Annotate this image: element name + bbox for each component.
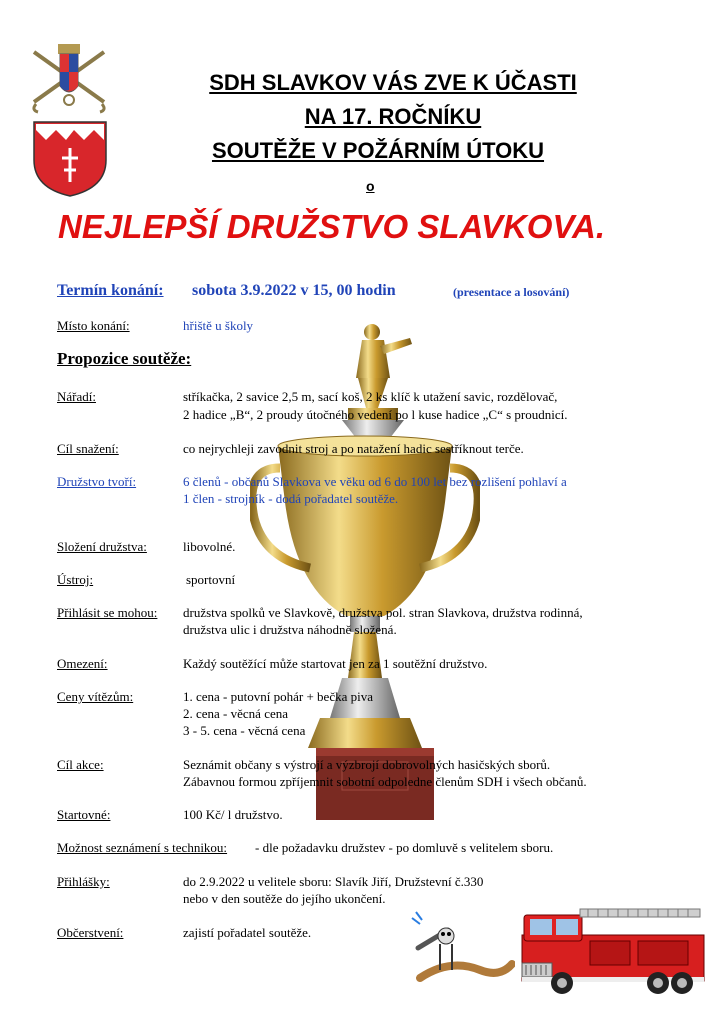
ceny-line-2: 2. cena - věcná cena: [183, 706, 289, 721]
naradi-label: Nářadí:: [57, 389, 96, 404]
event-title: NEJLEPŠÍ DRUŽSTVO SLAVKOVA.: [58, 208, 606, 245]
prihlasky-label: Přihlášky:: [57, 874, 110, 889]
header-line-3: SOUTĚŽE V POŽÁRNÍM ÚTOKU: [211, 138, 545, 163]
prihlasit-label: Přihlásit se mohou:: [57, 605, 158, 620]
omezeni-value: Každý soutěžící může startovat jen za 1 soutěžní družstvo.: [183, 656, 488, 671]
prihlasit-line-2: družstva ulic i družstva náhodně složená.: [183, 622, 397, 637]
termin-value: sobota 3.9.2022 v 15, 00 hodin: [192, 282, 396, 299]
prihlasky-line-2: nebo v den soutěže do jejího ukončení.: [183, 891, 386, 906]
termin-note: (presentace a losování): [453, 285, 570, 299]
slozeni-label: Složení družstva:: [57, 539, 147, 554]
misto-value: hřiště u školy: [183, 318, 254, 333]
obcerstveni-label: Občerstvení:: [57, 925, 124, 940]
slavkov-coat-of-arms-icon: [32, 120, 108, 198]
druzstvo-tvori-line-1: 6 členů - občanů Slavkova ve věku od 6 do 100 let bez rozlišení pohlaví a: [183, 474, 567, 489]
cil-snazeni-label: Cíl snažení:: [57, 441, 119, 456]
prihlasit-line-1: družstva spolků ve Slavkově, družstva pol. stran Slavkova, družstva rodinná,: [183, 605, 583, 620]
moznost-label: Možnost seznámení s technikou:: [57, 840, 228, 855]
header-line-2: NA 17. ROČNÍKU: [304, 104, 482, 129]
cil-akce-line-1: Seznámit občany s výstrojí a výzbrojí dobrovolných hasičských sborů.: [183, 757, 551, 772]
ceny-line-1: 1. cena - putovní pohár + bečka piva: [183, 689, 373, 704]
obcerstveni-value: zajistí pořadatel soutěže.: [183, 925, 312, 940]
header-connector: o: [366, 178, 375, 194]
header-line-1: SDH SLAVKOV VÁS ZVE K ÚČASTI: [209, 70, 577, 95]
ceny-label: Ceny vítězům:: [57, 689, 134, 704]
naradi-line-1: stříkačka, 2 savice 2,5 m, sací koš, 2 ks klíč k utažení savic, rozdělovač,: [183, 389, 558, 404]
cil-akce-label: Cíl akce:: [57, 757, 104, 772]
startovne-label: Startovné:: [57, 807, 111, 822]
slozeni-value: libovolné.: [183, 539, 236, 554]
naradi-line-2: 2 hadice „B“, 2 proudy útočného vedení po l kuse hadice „C“ s proudnicí.: [183, 407, 568, 422]
startovne-value: 100 Kč/ l družstvo.: [183, 807, 283, 822]
fire-brigade-emblem-icon: [28, 42, 110, 116]
druzstvo-tvori-line-2: 1 člen - strojník - dodá pořadatel soutěže.: [183, 491, 399, 506]
ustroj-label: Ústroj:: [57, 572, 94, 587]
propozice-heading: Propozice soutěže:: [57, 349, 192, 368]
fire-truck-icon: [518, 905, 708, 997]
cil-snazeni-value: co nejrychleji zavodnit stroj a po natažení hadic sestříknout terče.: [183, 441, 524, 456]
termin-label: Termín konání:: [57, 282, 164, 299]
ustroj-value: sportovní: [186, 572, 236, 587]
omezeni-label: Omezení:: [57, 656, 108, 671]
cil-akce-line-2: Zábavnou formou zpříjemnit sobotní odpoledne členům SDH i všech občanů.: [183, 774, 587, 789]
prihlasky-line-1: do 2.9.2022 u velitele sboru: Slavík Jiří, Družstevní č.330: [183, 874, 484, 889]
hose-mascot-icon: [410, 908, 515, 986]
moznost-value: - dle požadavku družstev - po domluvě s velitelem sboru.: [255, 840, 554, 855]
misto-label: Místo konání:: [57, 318, 130, 333]
druzstvo-tvori-label: Družstvo tvoří:: [57, 474, 137, 489]
ceny-line-3: 3 - 5. cena - věcná cena: [183, 723, 306, 738]
